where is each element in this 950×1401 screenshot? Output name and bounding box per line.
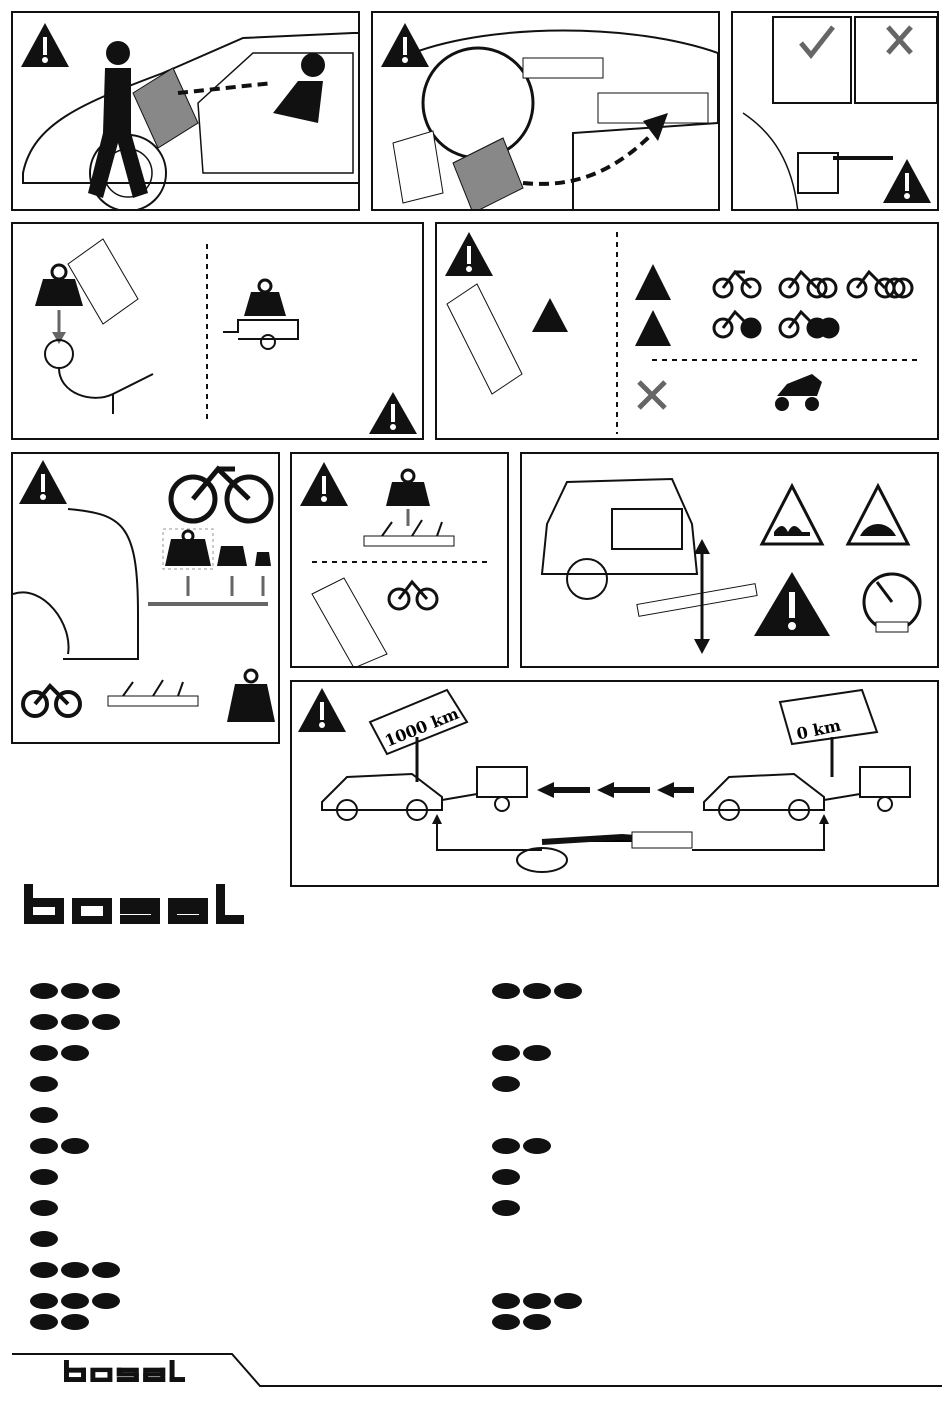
language-code-oval — [61, 1138, 89, 1154]
language-code-oval — [30, 1107, 58, 1123]
trailer-icon — [223, 320, 298, 349]
language-code-oval — [523, 1045, 551, 1061]
tow-bar-icon — [45, 340, 153, 414]
warning-triangle-icon — [445, 232, 493, 276]
language-code-oval — [554, 983, 582, 999]
distance-sign-right — [780, 690, 877, 777]
bicycle-icon — [714, 272, 760, 297]
language-code-oval — [61, 1014, 89, 1030]
bicycle-icon — [171, 469, 271, 521]
language-code-oval — [30, 1014, 58, 1030]
car-icon — [542, 479, 697, 599]
cross-icon — [639, 382, 665, 408]
torque-wrench-icon — [517, 832, 692, 872]
language-code-oval — [61, 1045, 89, 1061]
scooter-icon — [775, 374, 822, 411]
language-code-oval — [492, 983, 520, 999]
language-code-oval — [92, 983, 120, 999]
weight-icon — [244, 280, 286, 316]
language-code-oval — [92, 1014, 120, 1030]
bicycle-icon — [389, 582, 437, 609]
language-code-oval — [30, 1169, 58, 1185]
bicycle-icon — [848, 272, 912, 297]
language-code-oval — [492, 1045, 520, 1061]
language-code-oval — [30, 1262, 58, 1278]
language-code-oval — [492, 1169, 520, 1185]
panel-retighten — [290, 680, 939, 887]
language-code-oval — [523, 1314, 551, 1330]
bike-carrier-icon — [108, 680, 198, 706]
speedometer-icon — [864, 574, 920, 632]
language-code-oval — [61, 1293, 89, 1309]
warning-triangle-icon — [635, 264, 671, 300]
panel-carrier-load — [290, 452, 509, 668]
panel-store-manual — [371, 11, 720, 211]
language-code-oval — [30, 1293, 58, 1309]
language-code-oval — [523, 1138, 551, 1154]
language-code-oval — [61, 1314, 89, 1330]
language-code-oval — [523, 983, 551, 999]
warning-triangle-icon — [298, 688, 346, 732]
distance-sign-left — [370, 690, 467, 782]
weight-icon — [217, 546, 247, 566]
panel-socket-check — [731, 11, 939, 211]
warning-triangle-icon — [369, 392, 417, 434]
warning-triangle-icon — [21, 23, 69, 67]
language-code-oval — [61, 1262, 89, 1278]
panel-road-conditions — [520, 452, 939, 668]
e-bike-icon — [780, 312, 838, 337]
person-icon — [273, 53, 325, 123]
manual-icon — [447, 284, 522, 394]
weight-icon — [386, 470, 430, 506]
warning-triangle-icon — [381, 23, 429, 67]
weight-icon — [165, 531, 211, 566]
panel-bike-types — [435, 222, 939, 440]
speed-bump-sign-icon — [762, 486, 822, 544]
e-bike-icon — [714, 312, 760, 337]
bike-carrier-icon — [637, 584, 757, 617]
manual-icon — [312, 578, 387, 668]
mechanic-icon — [88, 41, 148, 198]
language-code-oval — [92, 1293, 120, 1309]
weight-icon — [227, 670, 275, 722]
language-code-oval — [554, 1293, 582, 1309]
sign-left-text: 1000 km — [381, 703, 462, 751]
steering-wheel-icon — [423, 48, 533, 158]
manual-icon — [393, 131, 523, 211]
warning-triangle-icon — [300, 462, 348, 506]
language-code-oval — [30, 1231, 58, 1247]
warning-triangle-icon — [532, 298, 568, 332]
warning-triangle-icon — [883, 159, 931, 203]
bicycle-icon — [23, 686, 80, 716]
language-code-oval — [30, 1138, 58, 1154]
language-code-oval — [30, 1314, 58, 1330]
language-code-oval — [492, 1138, 520, 1154]
warning-triangle-icon — [754, 572, 830, 636]
warning-triangle-icon — [19, 460, 67, 504]
car-icon — [704, 774, 824, 820]
footer-logo — [64, 1360, 185, 1382]
language-code-oval — [30, 1200, 58, 1216]
panel-max-load — [11, 222, 424, 440]
language-code-oval — [92, 1262, 120, 1278]
language-code-oval — [523, 1293, 551, 1309]
manual-icon — [68, 239, 138, 324]
language-code-oval — [30, 983, 58, 999]
sign-right-text: 0 km — [794, 715, 843, 744]
language-code-oval — [492, 1314, 520, 1330]
warning-triangle-icon — [635, 310, 671, 346]
trailer-icon — [824, 767, 910, 811]
panel-read-manual — [11, 11, 360, 211]
speed-bump-sign-icon — [848, 486, 908, 544]
car-icon — [322, 774, 442, 820]
language-code-oval — [30, 1045, 58, 1061]
panel-bike-weight — [11, 452, 280, 744]
language-code-oval — [30, 1076, 58, 1092]
language-code-oval — [492, 1076, 520, 1092]
brand-logo — [24, 884, 260, 930]
trailer-icon — [442, 767, 527, 811]
language-code-oval — [492, 1200, 520, 1216]
language-code-oval — [61, 983, 89, 999]
language-code-oval — [492, 1293, 520, 1309]
bicycle-icon — [780, 272, 836, 297]
weight-icon — [255, 552, 271, 566]
footer — [0, 1352, 950, 1397]
